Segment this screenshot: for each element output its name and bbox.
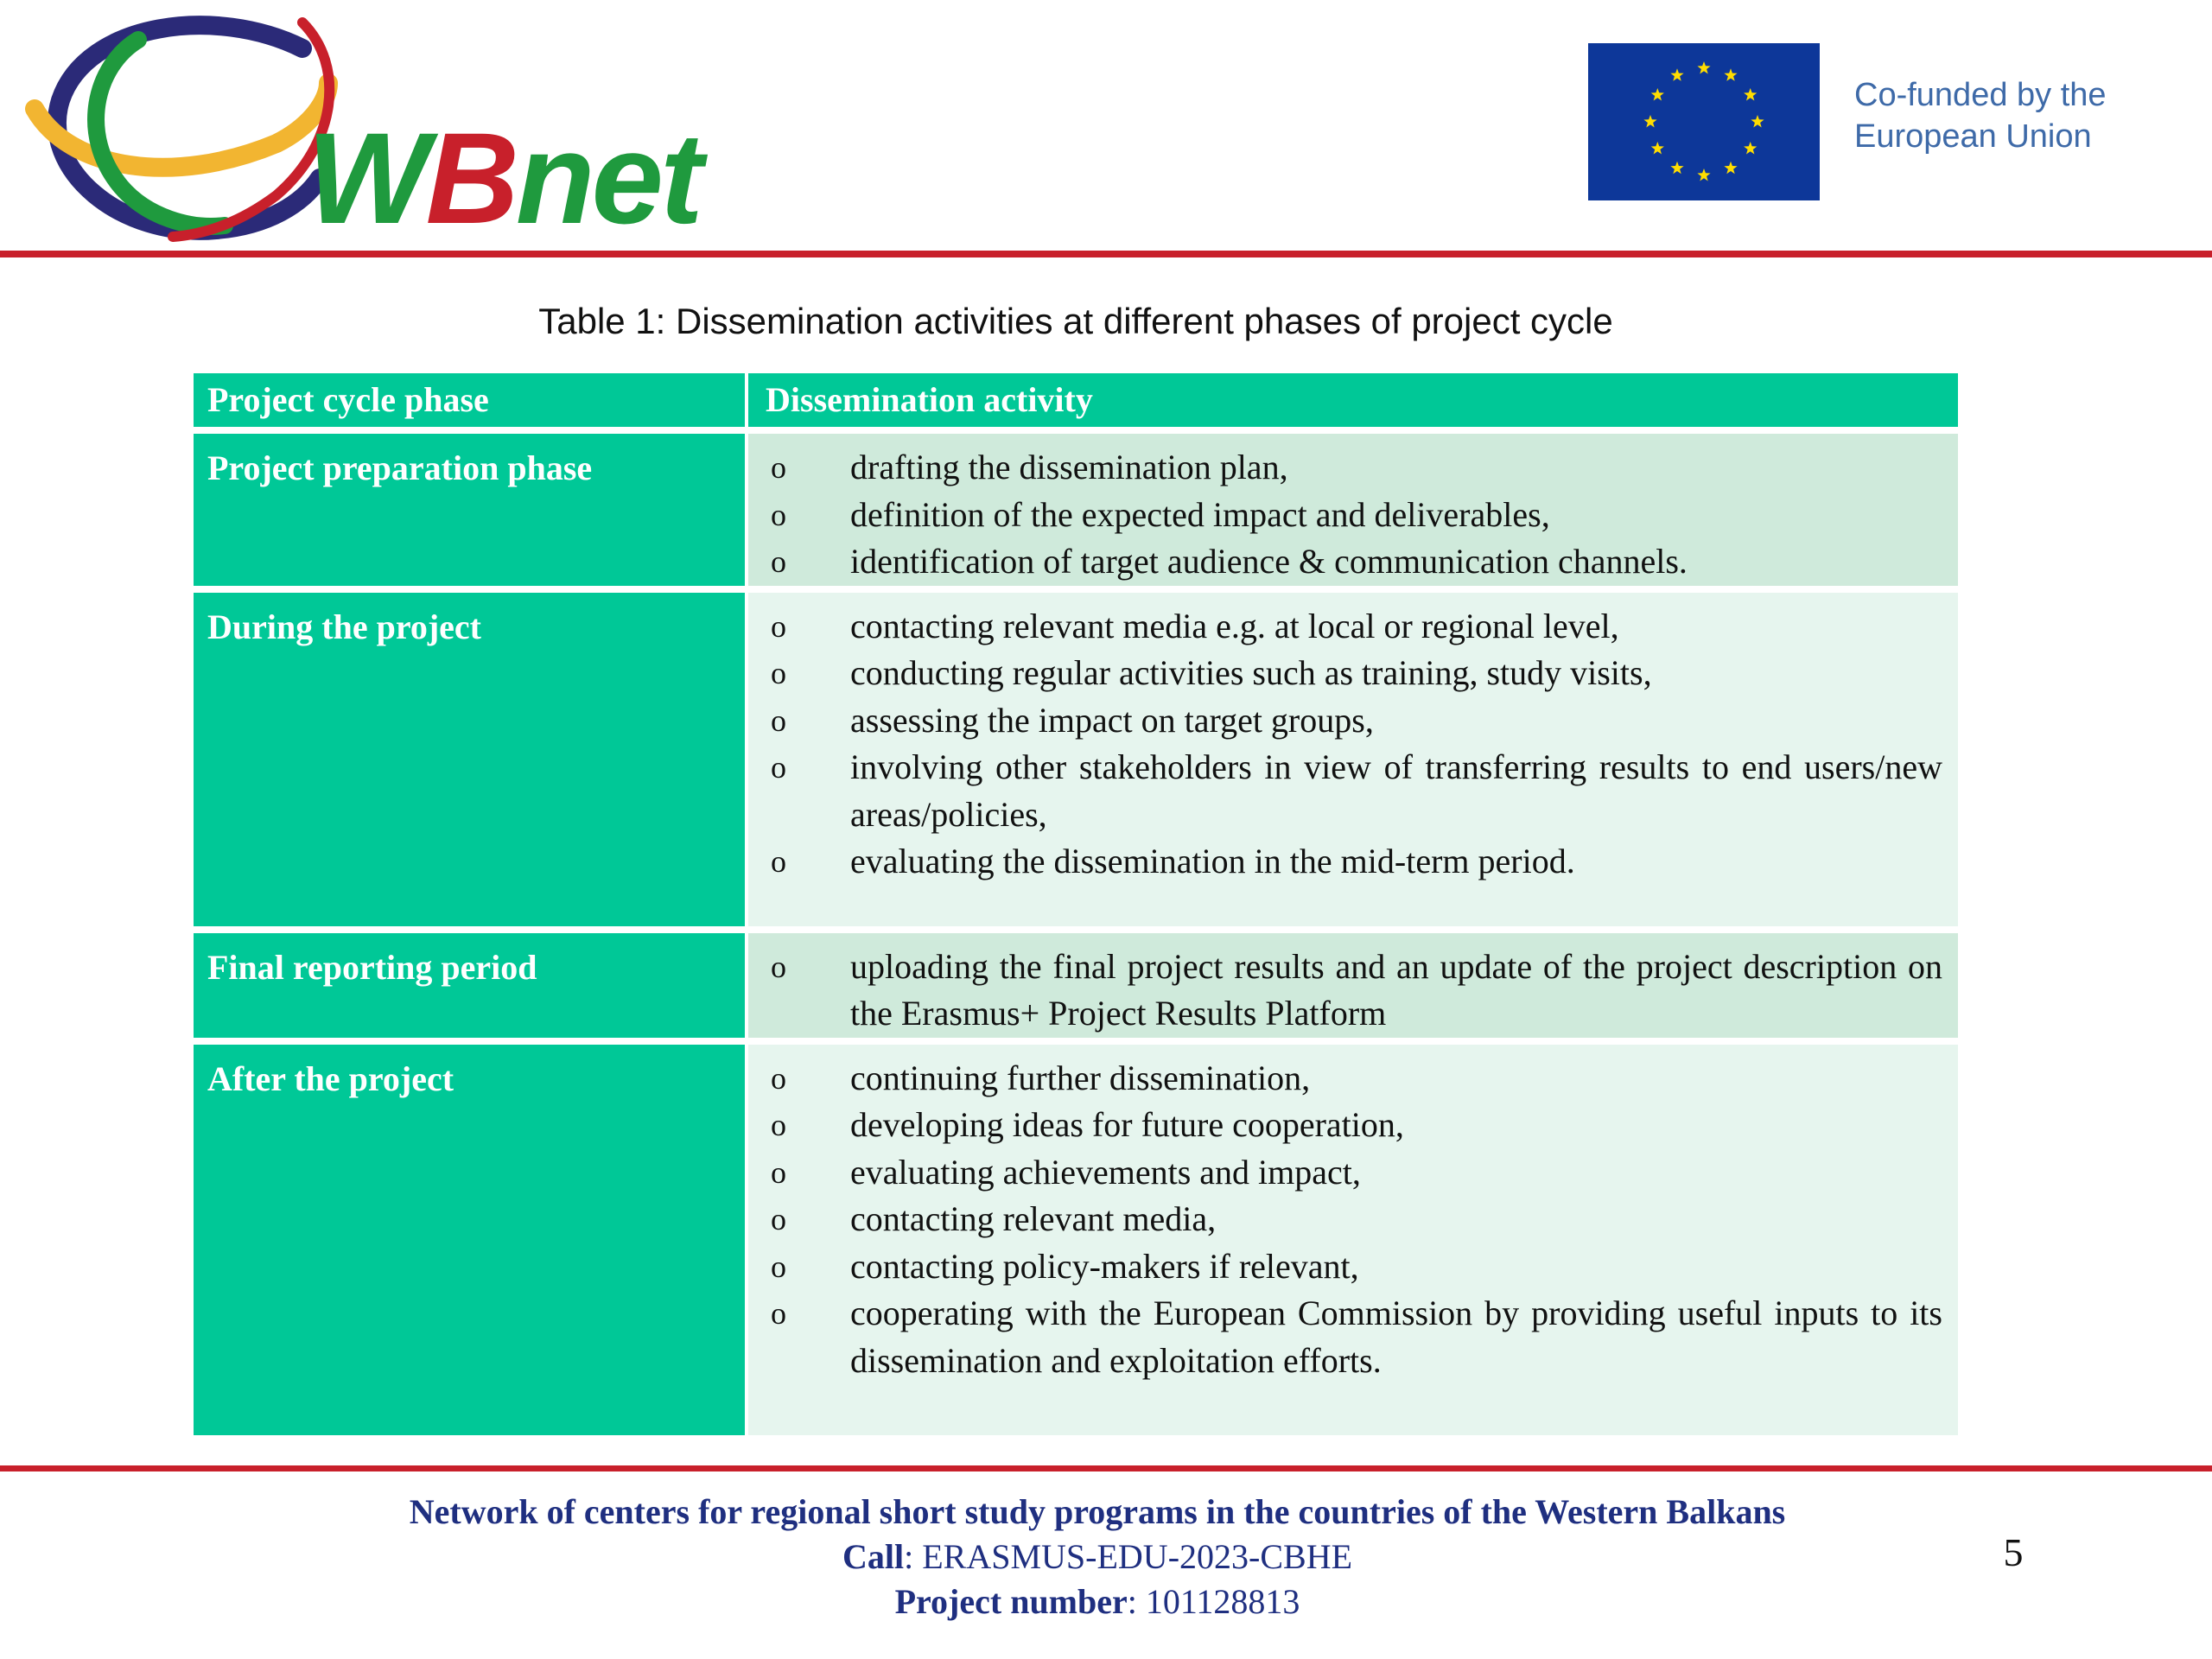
header-divider [0, 251, 2212, 257]
activity-item: o drafting the dissemination plan, [766, 444, 1942, 492]
phase-cell: During the project [194, 593, 745, 926]
footer-network-title: Network of centers for regional short study programs in the countries of the Western Balkans [409, 1492, 1786, 1531]
header-phase: Project cycle phase [194, 373, 745, 427]
activity-item: o conducting regular activities such as training, study visits, [766, 650, 1942, 697]
eu-line-1: Co-funded by the [1854, 77, 2107, 113]
activity-item: o identification of target audience & communication channels. [766, 538, 1942, 586]
activity-cell [745, 593, 1958, 926]
eu-star-icon [1670, 162, 1683, 175]
eu-stars-icon [1588, 43, 1820, 200]
activity-cell [745, 933, 1958, 1038]
header-activity: Dissemination activity [745, 373, 1958, 427]
eu-star-icon [1670, 68, 1683, 81]
activity-item: o uploading the final project results and an update of the project description on the Erasmus+ Project Results Platform [766, 944, 1942, 1038]
footer-divider [0, 1465, 2212, 1471]
eu-cofunded-label [1854, 74, 2107, 157]
table-row [194, 933, 1958, 1038]
phase-cell: Final reporting period [194, 933, 745, 1038]
eu-star-icon [1744, 142, 1757, 155]
footer-project-label: Project number [894, 1582, 1128, 1621]
table-header-row [194, 373, 1958, 427]
eu-star-icon [1643, 115, 1656, 128]
eu-star-icon [1724, 68, 1737, 81]
activity-list [766, 603, 1942, 886]
activity-item: o contacting relevant media, [766, 1196, 1942, 1243]
activity-list [766, 1055, 1942, 1385]
eu-line-2: European Union [1854, 118, 2092, 155]
activity-item: o continuing further dissemination, [766, 1055, 1942, 1103]
dissemination-table [194, 366, 1958, 1442]
activity-list [766, 444, 1942, 586]
phase-cell: After the project [194, 1045, 745, 1435]
footer-call-label: Call [842, 1537, 905, 1576]
activity-item: o evaluating achievements and impact, [766, 1149, 1942, 1197]
footer-project-value: : 101128813 [1127, 1582, 1300, 1621]
eu-star-icon [1724, 162, 1737, 175]
activity-item: o developing ideas for future cooperation, [766, 1102, 1942, 1149]
activity-item: o assessing the impact on target groups, [766, 697, 1942, 745]
logo-letters-net: net [515, 105, 700, 251]
table-row [194, 434, 1958, 586]
activity-list [766, 944, 1942, 1038]
activity-cell [745, 1045, 1958, 1435]
logo-letter-b: B [425, 105, 516, 251]
eu-star-icon [1751, 115, 1764, 128]
table-caption: Table 1: Dissemination activities at different phases of project cycle [538, 301, 1613, 341]
table-row [194, 593, 1958, 926]
table-row [194, 1045, 1958, 1435]
activity-item: o cooperating with the European Commission by providing useful inputs to its dissemination and exploitation efforts. [766, 1290, 1942, 1384]
activity-item: o contacting relevant media e.g. at local or regional level, [766, 603, 1942, 651]
activity-item: o involving other stakeholders in view of transferring results to end users/new areas/policies, [766, 744, 1942, 838]
footer-call [0, 1535, 2195, 1580]
activity-item: o evaluating the dissemination in the mid-term period. [766, 838, 1942, 886]
eu-star-icon [1697, 168, 1710, 181]
eu-star-icon [1651, 142, 1664, 155]
wbnet-logo [17, 14, 709, 251]
footer [0, 1490, 2195, 1624]
eu-star-icon [1651, 88, 1664, 101]
eu-star-icon [1697, 61, 1710, 74]
eu-star-icon [1744, 88, 1757, 101]
activity-cell [745, 434, 1958, 586]
eu-flag [1588, 43, 1820, 200]
phase-cell: Project preparation phase [194, 434, 745, 586]
wbnet-wordmark [307, 105, 700, 251]
activity-item: o definition of the expected impact and deliverables, [766, 492, 1942, 539]
activity-item: o contacting policy-makers if relevant, [766, 1243, 1942, 1291]
page-number: 5 [2003, 1530, 2024, 1574]
footer-project [0, 1580, 2195, 1624]
footer-call-value: : ERASMUS-EDU-2023-CBHE [904, 1537, 1353, 1576]
logo-letter-w: W [307, 105, 426, 251]
